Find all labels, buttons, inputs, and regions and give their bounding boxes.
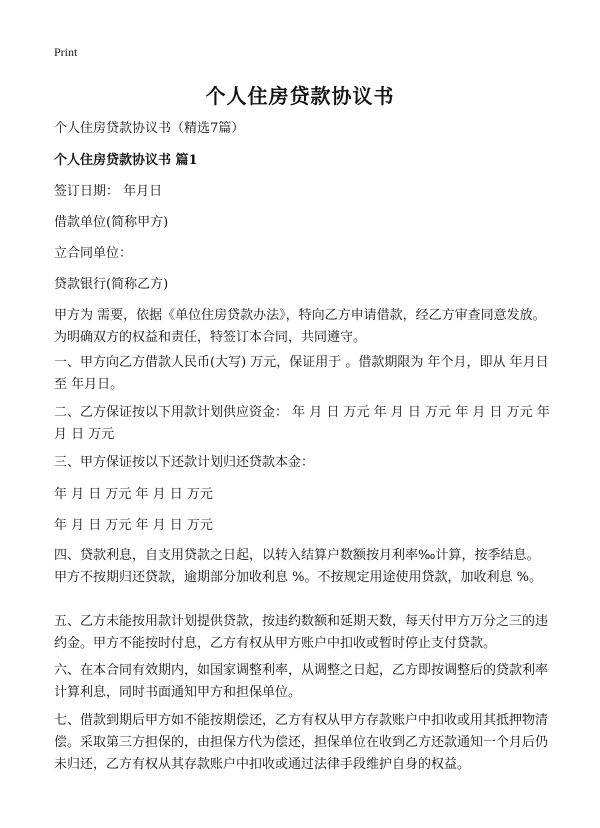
clause-7: 七、借款到期后甲方如不能按期偿还，乙方有权从甲方存款账户中扣收或用其抵押物清偿。采取第三方担保的，由担保方代为偿还，担保单位在收到乙方还款通知一个月后仍未归还，乙方有权从其存款账户中扣收或通过法律手段维护自身的权益。 bbox=[54, 713, 549, 772]
signing-date: 签订日期： 年月日 bbox=[54, 184, 163, 199]
clause-1: 一、甲方向乙方借款人民币(大写) 万元，保证用于 。借款期限为 年个月，即从 年月日至 年月日。 bbox=[54, 355, 549, 392]
contract-party-line: 立合同单位： bbox=[54, 246, 133, 261]
print-link[interactable]: Print bbox=[54, 45, 78, 59]
clause-6: 六、在本合同有效期内，如国家调整利率，从调整之日起，乙方即按调整后的贷款利率计算利息，同时书面通知甲方和担保单位。 bbox=[54, 663, 549, 700]
intro-paragraph: 甲方为 需要，依据《单位住房贷款办法》，特向乙方申请借款，经乙方审查同意发放。为明确双方的权益和责任，特签订本合同，共同遵守。 bbox=[54, 308, 546, 345]
document-subtitle: 个人住房贷款协议书（精选7篇） bbox=[54, 121, 245, 136]
clause-2: 二、乙方保证按以下用款计划供应资金： 年 月 日 万元 年 月 日 万元 年 月 日 万元 年 月 日 万元 bbox=[54, 405, 550, 442]
clause-4: 四、贷款利息，自支用贷款之日起，以转入结算户数额按月利率‰计算，按季结息。甲方不按期归还贷款，逾期部分加收利息 %。不按规定用途使用贷款，加收利息 %。 bbox=[54, 548, 542, 585]
repayment-schedule-line-1: 年 月 日 万元 年 月 日 万元 bbox=[54, 487, 213, 502]
repayment-schedule-line-2: 年 月 日 万元 年 月 日 万元 bbox=[54, 518, 213, 533]
clause-3: 三、甲方保证按以下还款计划归还贷款本金： bbox=[54, 455, 315, 470]
section-heading: 个人住房贷款协议书 篇1 bbox=[54, 153, 198, 168]
document-title: 个人住房贷款协议书 bbox=[205, 84, 395, 108]
clause-5: 五、乙方未能按用款计划提供贷款，按违约数额和延期天数，每天付甲方万分之三的违约金。甲方不能按时付息，乙方有权从甲方账户中扣收或暂时停止支付贷款。 bbox=[54, 614, 549, 651]
borrower-line: 借款单位(简称甲方) bbox=[54, 215, 169, 230]
lender-line: 贷款银行(简称乙方) bbox=[54, 277, 169, 292]
